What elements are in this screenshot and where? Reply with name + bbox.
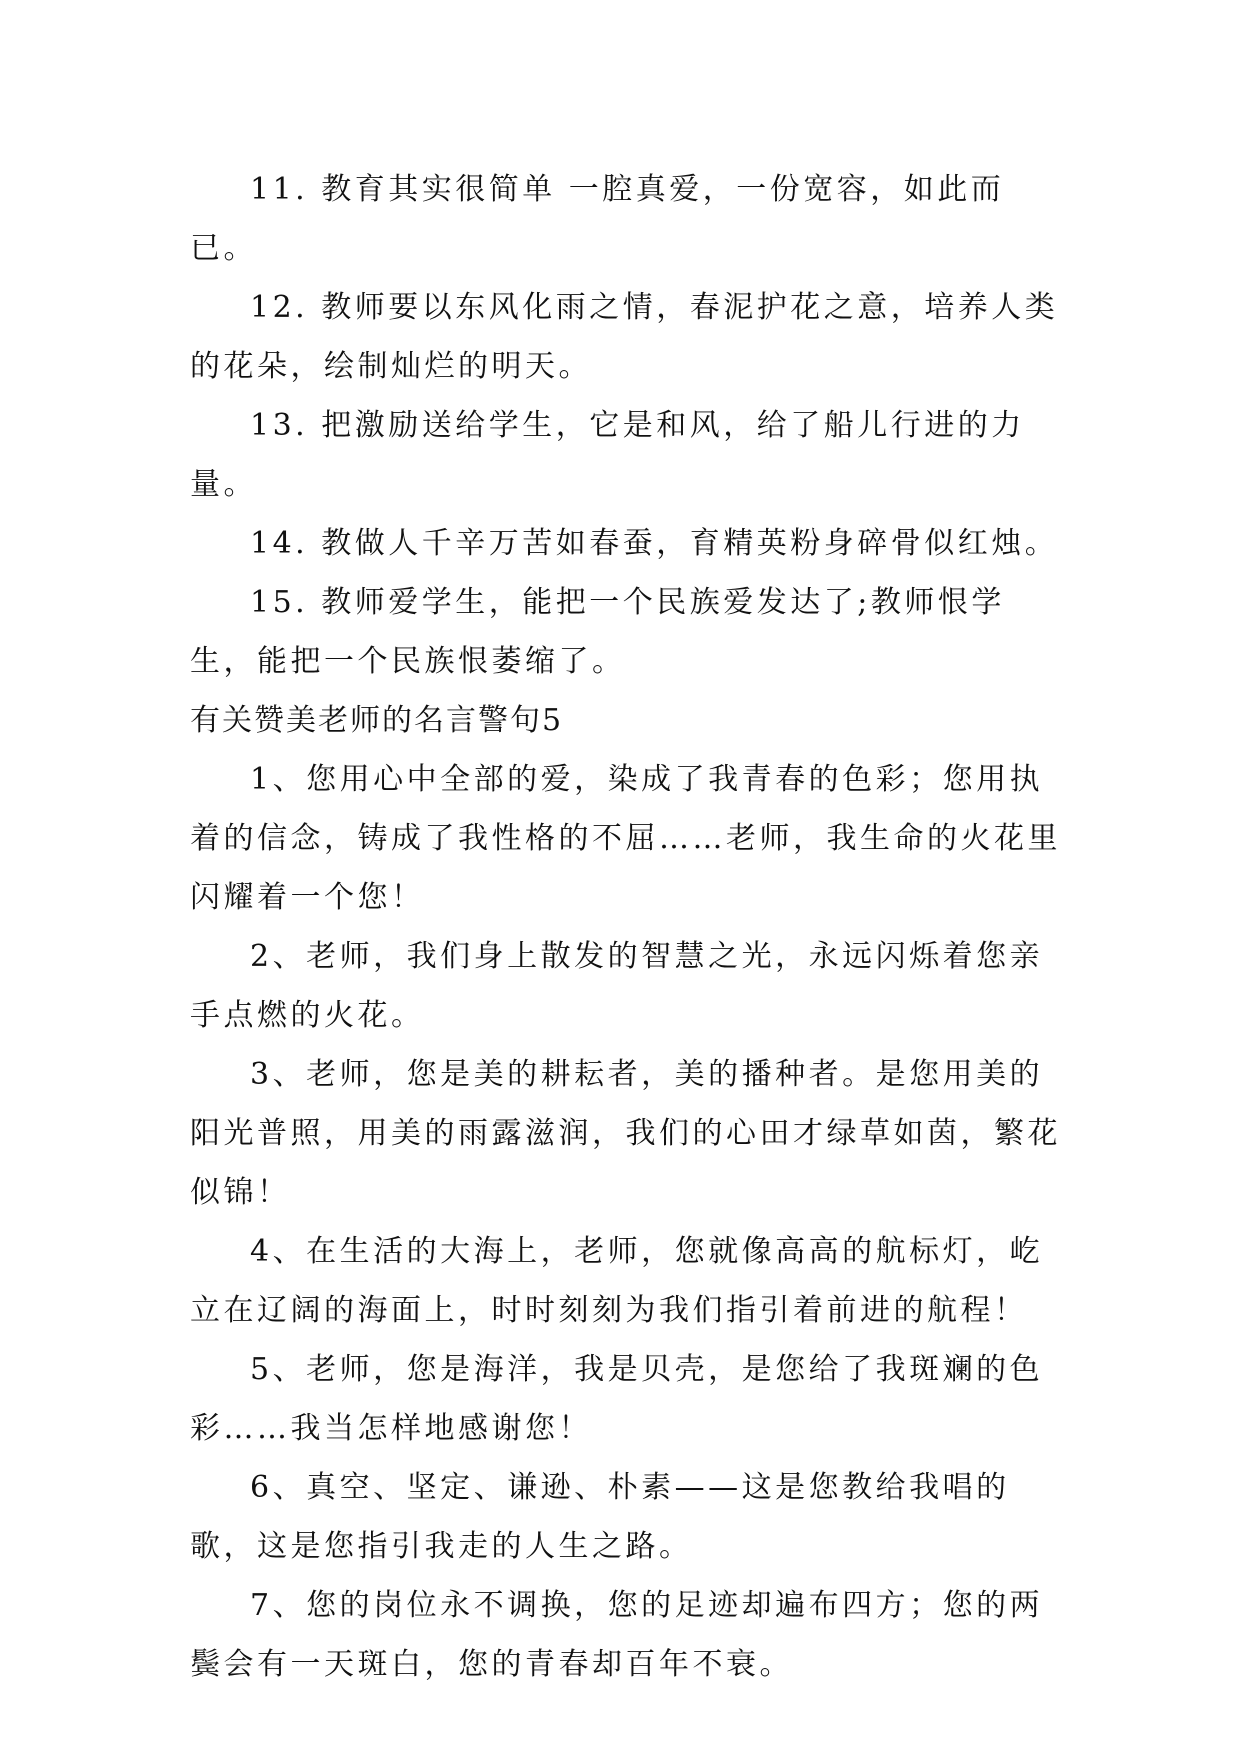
quote-paragraph-7: 7、您的岗位永不调换，您的足迹却遍布四方；您的两鬓会有一天斑白，您的青春却百年不衰。 [190,1588,1044,1682]
quote-paragraph-4: 4、在生活的大海上，老师，您就像高高的航标灯，屹立在辽阔的海面上，时时刻刻为我们指引着前进的航程！ [190,1234,1044,1328]
quote-paragraph-6: 6、真空、坚定、谦逊、朴素——这是您教给我唱的歌，这是您指引我走的人生之路。 [190,1470,1010,1564]
quote-paragraph-5: 5、老师，您是海洋，我是贝壳，是您给了我斑斓的色彩……我当怎样地感谢您！ [190,1352,1044,1446]
quote-paragraph-12: 12. 教师要以东风化雨之情，春泥护花之意，培养人类的花朵，绘制灿烂的明天。 [190,290,1059,384]
quote-paragraph-2: 2、老师，我们身上散发的智慧之光，永远闪烁着您亲手点燃的火花。 [190,939,1044,1033]
quote-paragraph-15: 15. 教师爱学生，能把一个民族爱发达了;教师恨学生，能把一个民族恨萎缩了。 [190,585,1005,679]
section-heading: 有关赞美老师的名言警句5 [190,703,564,738]
quote-paragraph-11: 11. 教育其实很简单 一腔真爱，一份宽容，如此而已。 [190,172,1005,266]
quote-paragraph-3: 3、老师，您是美的耕耘者，美的播种者。是您用美的阳光普照，用美的雨露滋润，我们的心田才绿草如茵，繁花似锦！ [190,1057,1061,1210]
quote-paragraph-14: 14. 教做人千辛万苦如春蚕，育精英粉身碎骨似红烛。 [250,526,1059,561]
quote-paragraph-1: 1、您用心中全部的爱，染成了我青春的色彩；您用执着的信念，铸成了我性格的不屈……老师，我生命的火花里闪耀着一个您！ [190,762,1061,915]
quote-paragraph-13: 13. 把激励送给学生，它是和风，给了船儿行进的力量。 [190,408,1025,502]
document-body [190,160,1070,1694]
